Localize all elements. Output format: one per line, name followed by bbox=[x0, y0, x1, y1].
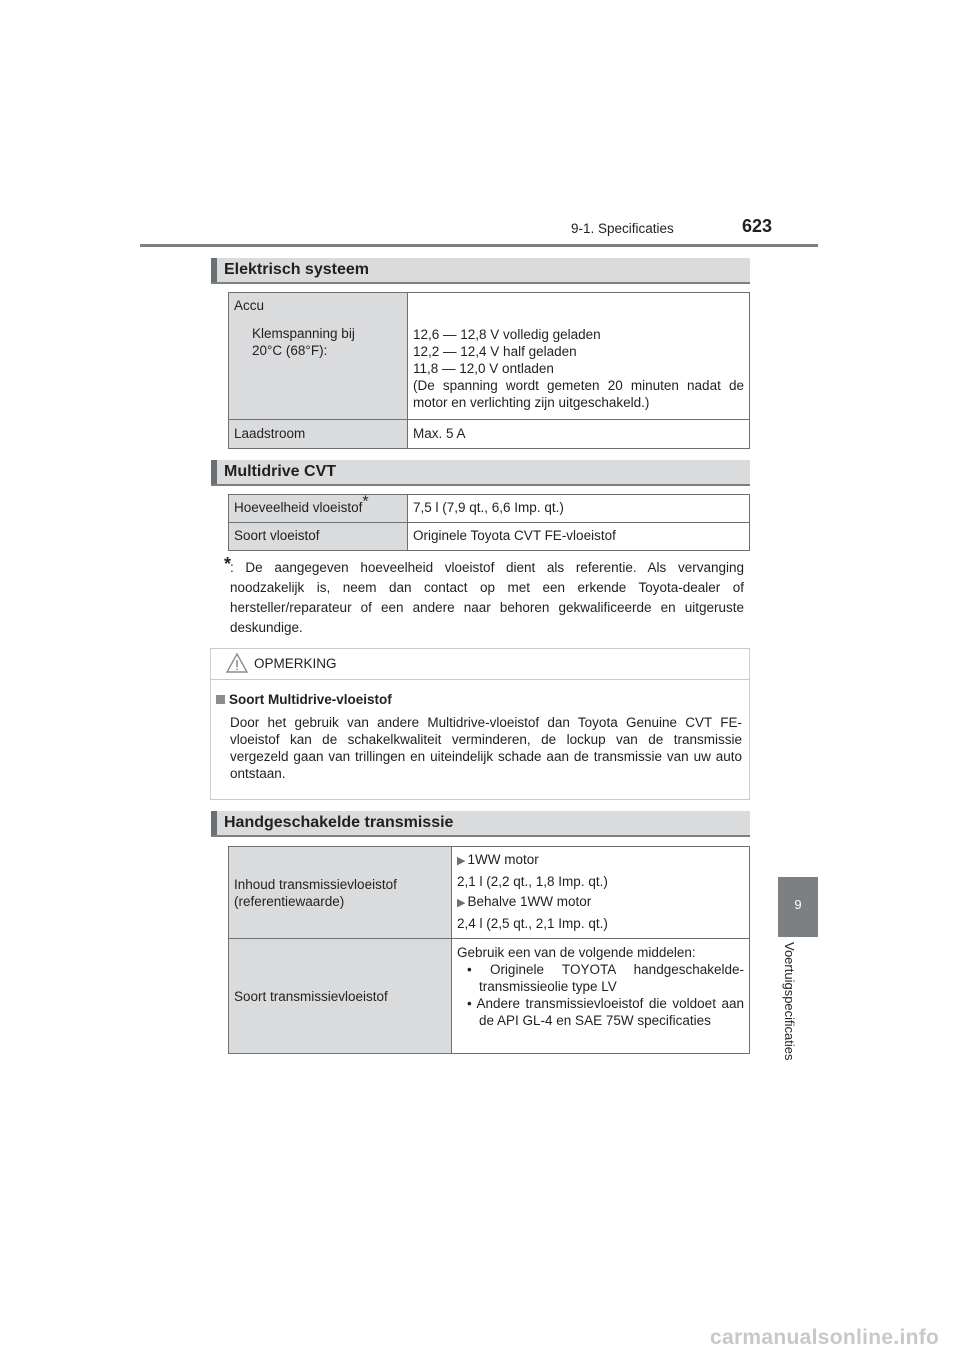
voltage-half: 12,2 — 12,4 V half geladen bbox=[413, 344, 577, 359]
soort-vloeistof-value: Originele Toyota CVT FE-vloeistof bbox=[408, 523, 750, 551]
inhoud-label: Inhoud transmissievloeistof (referentiewaarde) bbox=[229, 847, 452, 939]
header-section-label: 9-1. Specificaties bbox=[571, 221, 674, 236]
footnote-text: : De aangegeven hoeveelheid vloeistof dient als referentie. Als vervanging noodzakelijk is, neem dan contact op met een erkende Toyota-dealer of hersteller/reparateur of een andere naar behoren gekwalificeerde en uitgeruste deskundige. bbox=[230, 560, 744, 635]
triangle-right-icon: ▶ bbox=[457, 855, 466, 867]
hoeveelheid-value: 7,5 l (7,9 qt., 6,6 Imp. qt.) bbox=[408, 495, 750, 523]
table-multidrive bbox=[228, 494, 750, 551]
laadstroom-value: Max. 5 A bbox=[408, 420, 750, 449]
header-rule bbox=[140, 244, 818, 247]
inhoud-values-cell bbox=[452, 847, 750, 939]
accu-label-cell bbox=[229, 293, 408, 420]
notice-header-label: OPMERKING bbox=[254, 656, 337, 671]
watermark: carmanualsonline.info bbox=[710, 1326, 940, 1349]
footnote bbox=[224, 554, 744, 638]
table-row bbox=[229, 939, 750, 1054]
table-row bbox=[229, 293, 750, 420]
accu-values-cell bbox=[408, 293, 750, 420]
section-title-elektrisch: Elektrisch systeem bbox=[211, 258, 750, 284]
table-row bbox=[229, 420, 750, 449]
accu-label: Accu bbox=[234, 298, 265, 313]
voltage-full: 12,6 — 12,8 V volledig geladen bbox=[413, 327, 601, 342]
soort-intro: Gebruik een van de volgende middelen: bbox=[457, 945, 696, 960]
voltage-empty: 11,8 — 12,0 V ontladen bbox=[413, 361, 554, 376]
voltage-note: (De spanning wordt gemeten 20 minuten nadat de motor en verlichting zijn uitgeschakeld.) bbox=[413, 378, 744, 410]
laadstroom-label: Laadstroom bbox=[229, 420, 408, 449]
soort-transmissie-cell bbox=[452, 939, 750, 1054]
section-title-multidrive: Multidrive CVT bbox=[211, 460, 750, 486]
section-title-handgeschakeld: Handgeschakelde transmissie bbox=[211, 811, 750, 837]
motor2-value: 2,4 l (2,5 qt., 2,1 Imp. qt.) bbox=[457, 916, 608, 931]
hoeveelheid-label-cell: Hoeveelheid vloeistof* bbox=[229, 495, 408, 523]
table-row bbox=[229, 847, 750, 939]
notice-body: Door het gebruik van andere Multidrive-vloeistof dan Toyota Genuine CVT FE-vloeistof kan de schakelkwaliteit verminderen, de lockup van de transmissie vergezeld gaan van trillingen en uiteindelijk schade aan de transmissie van uw auto ontstaan. bbox=[230, 715, 742, 781]
soort-transmissie-label: Soort transmissievloeistof bbox=[229, 939, 452, 1054]
warning-icon bbox=[225, 652, 249, 674]
side-tab bbox=[778, 877, 818, 937]
soort-item-1: • Originele TOYOTA handgeschakelde-transmissieolie type LV bbox=[467, 962, 744, 994]
notice-subtitle: Soort Multidrive-vloeistof bbox=[216, 692, 392, 707]
table-handgeschakeld bbox=[228, 846, 750, 1054]
triangle-right-icon: ▶ bbox=[457, 897, 466, 909]
footnote-marker: * bbox=[224, 554, 232, 574]
motor1-value: 2,1 l (2,2 qt., 1,8 Imp. qt.) bbox=[457, 874, 608, 889]
table-row bbox=[229, 495, 750, 523]
soort-item-2: • Andere transmissievloeistof die voldoet aan de API GL-4 en SAE 75W specificaties bbox=[467, 996, 744, 1028]
table-elektrisch bbox=[228, 292, 750, 449]
klemspanning-label: Klemspanning bij 20°C (68°F): bbox=[252, 326, 355, 358]
notice-box bbox=[210, 648, 750, 800]
motor1-line: ▶ 1WW motor bbox=[457, 852, 539, 867]
notice-header bbox=[211, 649, 749, 680]
motor2-line: ▶ Behalve 1WW motor bbox=[457, 894, 592, 909]
footnote-star: * bbox=[362, 493, 369, 511]
square-bullet-icon bbox=[216, 695, 225, 704]
table-row bbox=[229, 523, 750, 551]
side-tab-number: 9 bbox=[794, 897, 802, 912]
page-number: 623 bbox=[742, 216, 773, 236]
soort-vloeistof-label: Soort vloeistof bbox=[229, 523, 408, 551]
